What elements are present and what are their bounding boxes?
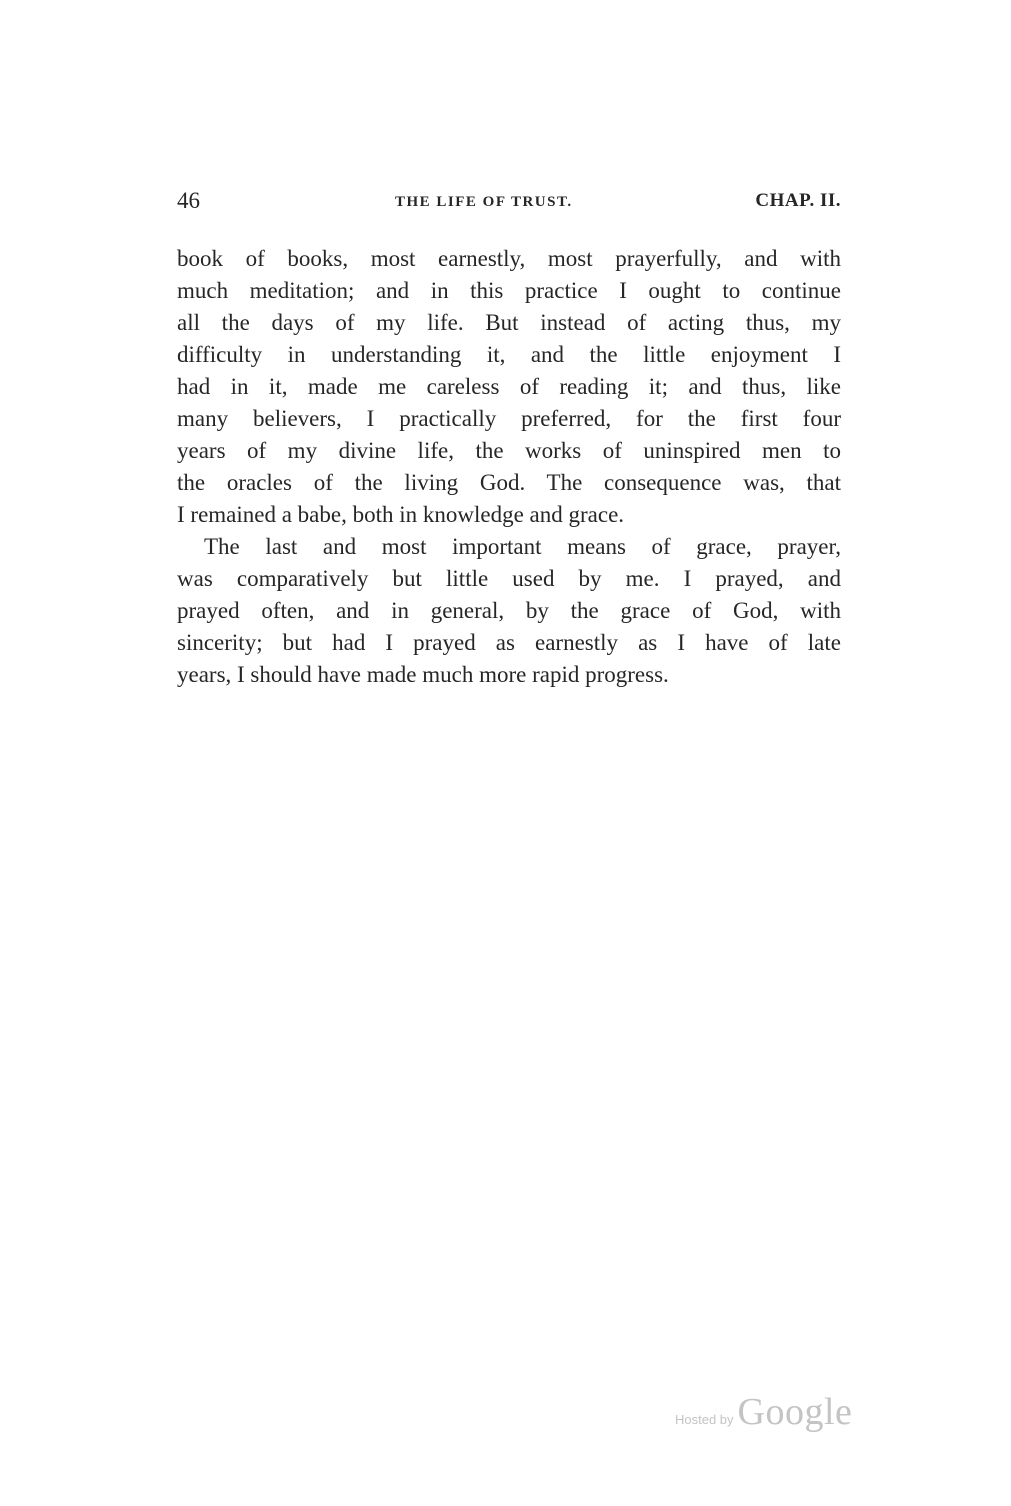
text-line: all the days of my life. But instead of acting thus, my [177,310,841,335]
body-text [177,243,841,691]
paragraph [177,531,841,691]
watermark-prefix: Hosted by [675,1412,734,1427]
text-line: book of books, most earnestly, most prayerfully, and with [177,246,841,271]
chapter-mark: CHAP. II. [755,190,841,211]
text-line: prayed often, and in general, by the grace of God, with [177,598,841,623]
text-line: many believers, I practically preferred, for the first four [177,406,841,431]
text-line: the oracles of the living God. The consequence was, that [177,470,841,495]
google-logo: Google [737,1391,853,1433]
text-line: I remained a babe, both in knowledge and grace. [177,502,625,527]
text-line: difficulty in understanding it, and the little enjoyment I [177,342,841,367]
text-line: The last and most important means of grace, prayer, [204,534,841,559]
text-line: sincerity; but had I prayed as earnestly as I have of late [177,630,841,655]
text-line: was comparatively but little used by me. I prayed, and [177,566,841,591]
page-number: 46 [177,188,200,213]
running-title: THE LIFE OF TRUST. [395,194,573,210]
running-head [177,186,841,216]
paragraph [177,243,841,531]
text-line: much meditation; and in this practice I ought to continue [177,278,841,303]
hosted-by-google-watermark [675,1390,852,1438]
text-line: had in it, made me careless of reading it; and thus, like [177,374,841,399]
text-line: years of my divine life, the works of uninspired men to [177,438,841,463]
text-line: years, I should have made much more rapid progress. [177,662,669,687]
